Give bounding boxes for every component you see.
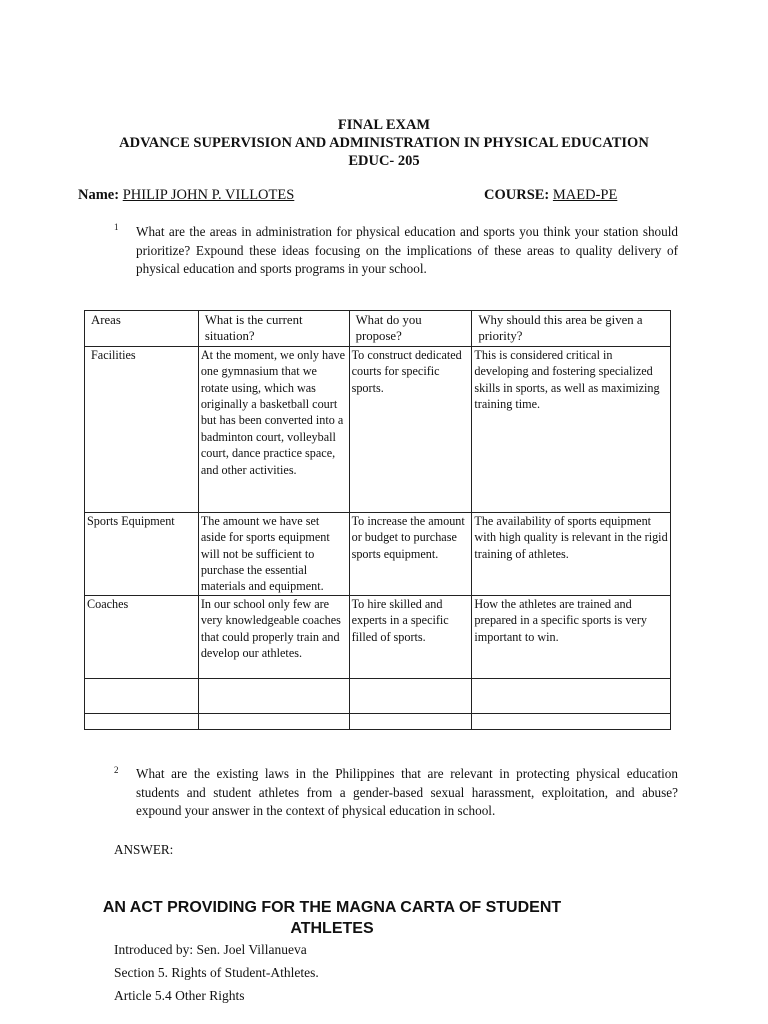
table-cell: Sports Equipment [85,512,199,595]
table-cell: To construct dedicated courts for specific sports. [349,346,472,512]
question-2-number: 2 [114,765,119,775]
question-2-text: What are the existing laws in the Philippines that are relevant in protecting physical education students and student athletes from a gender-based sexual harassment, exploitation, and abuse? expound your answer in the context of physical education in school. [136,766,678,818]
table-cell [349,713,472,729]
table-row-empty [85,713,671,729]
course-value: MAED-PE [552,187,618,203]
course-title: ADVANCE SUPERVISION AND ADMINISTRATION IN PHYSICAL EDUCATION [119,135,649,151]
header-priority-reason: Why should this area be given a priority? [472,311,671,347]
act-introduced-by: Introduced by: Sen. Joel Villanueva [114,942,307,957]
table-cell [472,678,671,713]
table-cell [472,713,671,729]
table-cell: To hire skilled and experts in a specific filled of sports. [349,595,472,678]
student-info [78,187,698,204]
table-cell: To increase the amount or budget to purchase sports equipment. [349,512,472,595]
act-article: Article 5.4 Other Rights [114,988,245,1003]
table-header-row [85,311,671,347]
header-areas: Areas [85,311,199,347]
table-cell [198,713,349,729]
table-cell: How the athletes are trained and prepared in a specific sports is very important to win. [472,595,671,678]
course-label: COURSE: [484,187,550,203]
exam-header [0,116,768,170]
course-field [484,187,617,204]
table-cell: At the moment, we only have one gymnasium that we rotate using, which was originally a basketball court but has been converted into a badminton court, volleyball court, dance practice space, and other activities. [198,346,349,512]
table-cell: The availability of sports equipment with high quality is relevant in the rigid training of athletes. [472,512,671,595]
table-cell: Facilities [85,346,199,512]
act-title: AN ACT PROVIDING FOR THE MAGNA CARTA OF STUDENT ATHLETES [102,899,562,937]
priority-areas-table [84,310,671,730]
table-row [85,512,671,595]
question-1-number: 1 [114,222,119,232]
name-label: Name: [78,187,120,203]
table-cell: In our school only few are very knowledgeable coaches that could properly train and develop our athletes. [198,595,349,678]
table-row-empty [85,678,671,713]
header-proposal: What do you propose? [349,311,472,347]
table-cell [198,678,349,713]
table-row [85,346,671,512]
name-value: PHILIP JOHN P. VILLOTES [122,187,295,203]
answer-label: ANSWER: [114,842,174,857]
act-section: Section 5. Rights of Student-Athletes. [114,965,319,980]
question-1-text: What are the areas in administration for physical education and sports you think your station should prioritize? Expound these ideas focusing on the implications of these areas to quality delivery of physical education and sports programs in your school. [136,224,678,276]
header-current-situation: What is the current situation? [198,311,349,347]
course-code: EDUC- 205 [348,153,420,169]
table-cell [349,678,472,713]
table-cell: Coaches [85,595,199,678]
table-row [85,595,671,678]
table-cell: This is considered critical in developing and fostering specialized skills in sports, as well as maximizing training time. [472,346,671,512]
table-cell: The amount we have set aside for sports equipment will not be sufficient to purchase the essential materials and equipment. [198,512,349,595]
exam-title: FINAL EXAM [337,117,431,133]
table-cell [85,713,199,729]
table-cell [85,678,199,713]
